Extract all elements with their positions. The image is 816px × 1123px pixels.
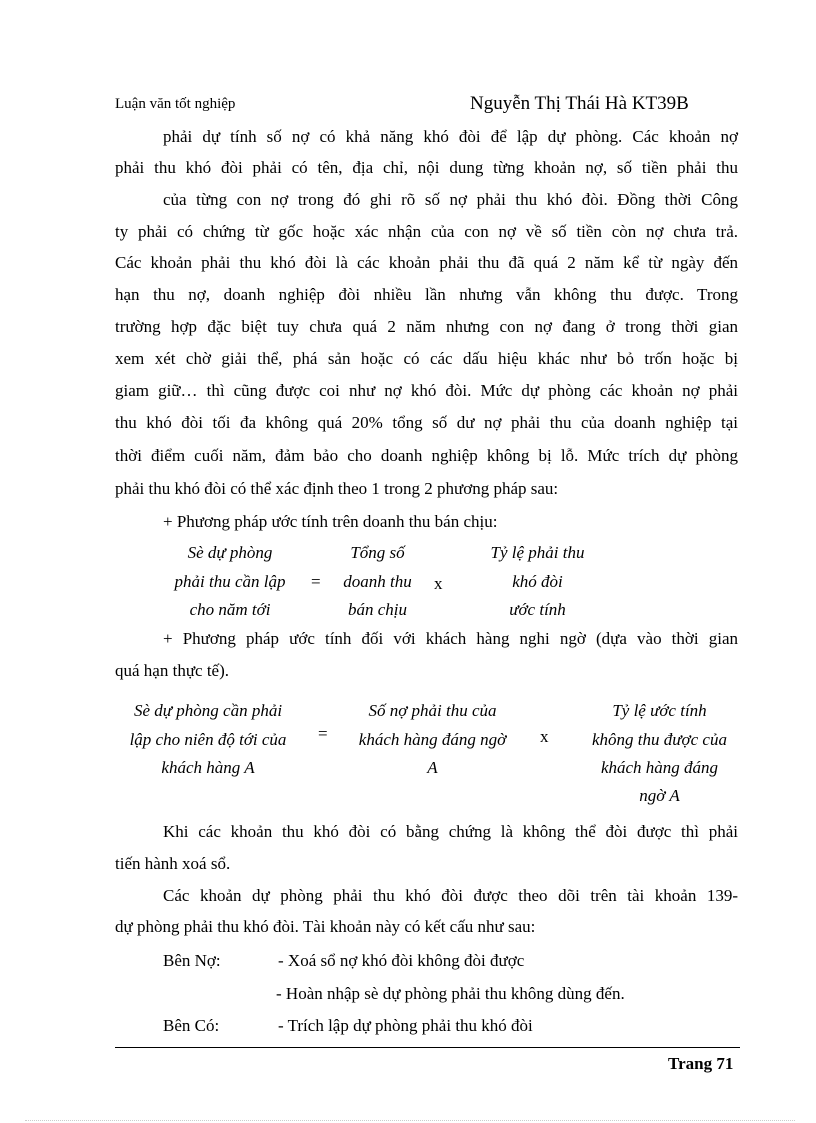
paragraph-line: ty phải có chứng từ gốc hoặc xác nhận của con nợ về số tiền còn nợ chưa trả. [115,222,738,241]
paragraph-line: xem xét chờ giải thể, phá sản hoặc có các dấu hiệu khác như bỏ trốn hoặc bị [115,349,738,368]
header-author: Nguyễn Thị Thái Hà KT39B [470,93,689,114]
paragraph-line: hạn thu nợ, doanh nghiệp đòi nhiều lần nhưng vẫn không thu được. Trong [115,285,738,304]
paragraph-line: Các khoản phải thu khó đòi là các khoản phải thu đã quá 2 năm kể từ ngày đến [115,253,738,272]
formula-2-right-line: khách hàng đáng [600,758,719,777]
footer-rule [115,1047,740,1048]
paragraph-line: Khi các khoản thu khó đòi có bằng chứng là không thể đòi được thì phải [163,822,738,841]
debit-item: - Hoàn nhập sè dự phòng phải thu không dùng đến. [276,984,625,1003]
paragraph-line: của từng con nợ trong đó ghi rõ số nợ phải thu khó đòi. Đồng thời Công [163,190,738,209]
formula-2-right-line: không thu được của [592,730,727,749]
paragraph-line: dự phòng phải thu khó đòi. Tài khoản này có kết cấu như sau: [115,917,536,936]
page-bottom-border [25,1120,795,1121]
credit-label: Bên Có: [163,1016,220,1035]
credit-item: - Trích lập dự phòng phải thu khó đòi [278,1016,533,1035]
paragraph-line: phải dự tính số nợ có khả năng khó đòi để lập dự phòng. Các khoản nợ [163,127,738,146]
paragraph-line: trường hợp đặc biệt tuy chưa quá 2 năm nhưng con nợ đang ở trong thời gian [115,317,738,336]
paragraph-line: Các khoản dự phòng phải thu khó đòi được theo dõi trên tài khoản 139- [163,886,738,905]
formula-1-left-line: phải thu cần lập [174,572,286,591]
formula-2-left-line: khách hàng A [161,758,255,777]
formula-1-right-line: Tỷ lệ phải thu [490,543,585,562]
paragraph-line: phải thu khó đòi có thể xác định theo 1 trong 2 phương pháp sau: [115,479,559,498]
paragraph-line: thời điểm cuối năm, đảm bảo cho doanh nghiệp không bị lỗ. Mức trích dự phòng [115,446,738,465]
formula-2-left-line: lập cho niên độ tới của [129,730,287,749]
formula-2-middle-line: A [427,758,438,777]
formula-2-times: x [540,727,549,746]
formula-1-right-line: khó đòi [512,572,563,591]
formula-2-right-line: Tỷ lệ ước tính [612,701,707,720]
debit-label: Bên Nợ: [163,951,221,970]
formula-1-middle-line: Tổng số [350,543,405,562]
header-thesis-title: Luận văn tốt nghiệp [115,96,236,112]
formula-2-middle-line: Số nợ phải thu của [368,701,497,720]
formula-2-equals: = [318,724,328,743]
formula-1-times: x [434,574,443,593]
paragraph-line: giam giữ… thì cũng được coi như nợ khó đòi. Mức dự phòng các khoản nợ phải [115,381,738,400]
paragraph-line: phải thu khó đòi phải có tên, địa chỉ, nội dung từng khoản nợ, số tiền phải thu [115,158,738,177]
formula-2-middle-line: khách hàng đáng ngờ [358,730,507,749]
formula-1-right-line: ước tính [509,600,566,619]
debit-item: - Xoá sổ nợ khó đòi không đòi được [278,951,525,970]
formula-1-middle-line: bán chịu [347,600,408,619]
paragraph-line: tiến hành xoá sổ. [115,854,231,873]
formula-1-equals: = [311,572,321,591]
formula-1-left-line: cho năm tới [189,600,271,619]
method-2-heading-cont: quá hạn thực tế). [115,661,230,680]
page-number: Trang 71 [668,1054,734,1073]
paragraph-line: thu khó đòi tối đa không quá 20% tổng số dư nợ phải thu của doanh nghiệp tại [115,413,738,432]
formula-1-middle-line: doanh thu [343,572,412,591]
formula-1-left-line: Sè dự phòng [187,543,273,562]
formula-2-left-line: Sè dự phòng cần phải [133,701,283,720]
method-2-heading: + Phương pháp ước tính đối với khách hàng nghi ngờ (dựa vào thời gian [163,629,738,648]
formula-2-right-line: ngờ A [639,786,680,805]
method-1-heading: + Phương pháp ước tính trên doanh thu bán chịu: [163,512,498,531]
